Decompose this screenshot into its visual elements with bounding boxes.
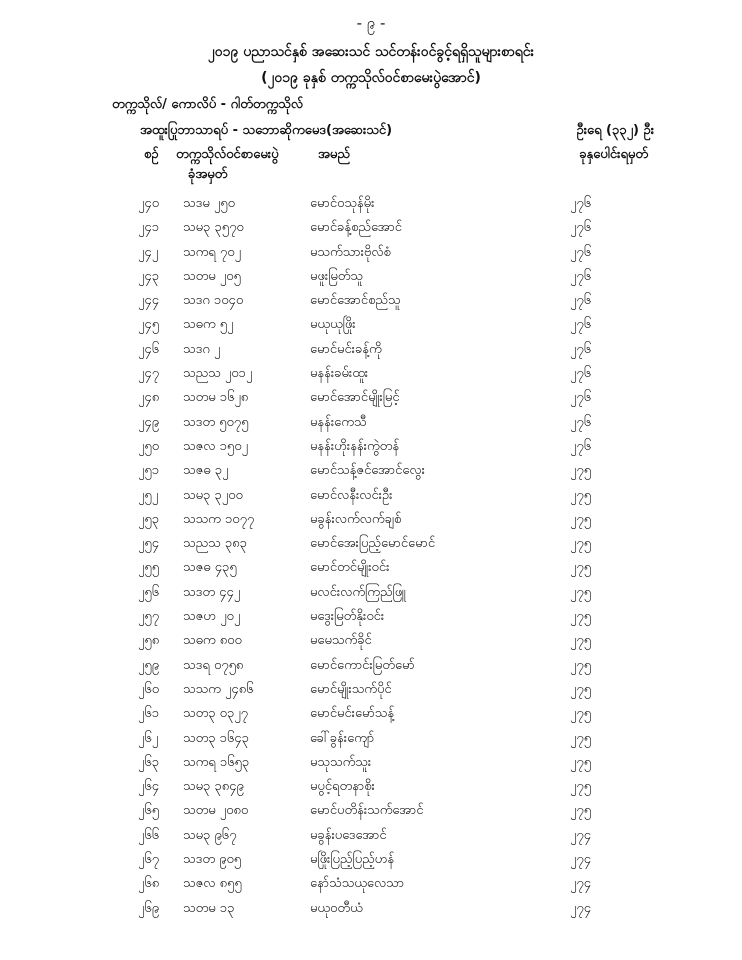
total-count-header: ဦးရေ (၃၃၂) ဦး — [576, 123, 654, 138]
row-number: ၂၅၆ — [138, 584, 160, 600]
row-number: ၂၅၄ — [138, 536, 160, 552]
total-score: ၂၇၅ — [570, 706, 592, 722]
total-score: ၂၇၅ — [570, 609, 592, 625]
table-row — [0, 703, 742, 727]
roll-number: သညသ ၃၈၃ — [183, 536, 247, 552]
student-name: မဒွေးမြတ်နိုးဝင်း — [310, 609, 385, 625]
table-row — [0, 825, 742, 849]
row-number: ၂၅၃ — [138, 511, 160, 527]
total-score: ၂၇၅ — [570, 657, 592, 673]
table-row — [0, 460, 742, 484]
total-score: ၂၇၆ — [570, 244, 592, 260]
roll-number: သဇဟ ၂၀၂ — [183, 609, 241, 625]
document-title: ၂၀၁၉ ပညာသင်နှစ် အဆေးသင် သင်တန်းဝင်ခွင့်ရရှိသူများစာရင်း — [207, 44, 535, 60]
table-row — [0, 557, 742, 581]
row-number: ၂၄၅ — [138, 317, 160, 333]
total-score: ၂၇၆ — [570, 438, 592, 454]
roll-number: သဒတ ၅၀၇၅ — [183, 414, 249, 430]
roll-number: သတမ ၂၀၈၀ — [183, 803, 249, 819]
roll-number: သမ၃ ၉၆၇ — [183, 827, 237, 843]
roll-number: သတမ ၁၃ — [183, 900, 235, 916]
row-number: ၂၆၃ — [138, 754, 160, 770]
table-row — [0, 193, 742, 217]
total-score: ၂၇၆ — [570, 366, 592, 382]
table-row — [0, 485, 742, 509]
roll-number: သဓက ၈၀၀ — [183, 633, 242, 649]
student-name: မောင်သန့်ဇင်အောင်လွေး — [310, 463, 425, 479]
total-score: ၂၇၆ — [570, 341, 592, 357]
row-number: ၂၄၉ — [138, 414, 160, 430]
total-score: ၂၇၄ — [570, 900, 592, 916]
row-number: ၂၄၁ — [138, 220, 160, 236]
roll-number: သမ၃ ၃၅၇၀ — [183, 220, 244, 236]
total-score: ၂၇၆ — [570, 196, 592, 211]
row-number: ၂၆၄ — [138, 779, 160, 795]
roll-column-header: တက္ကသိုလ်ဝင်စာမေးပွဲ — [176, 147, 279, 162]
student-name: မနန်းဟိုးနန်းကွဲတန် — [310, 438, 400, 454]
student-name: မသက်သားဗိုလ်စံ — [310, 244, 391, 260]
student-name: မောင်ပတိန်းသက်အောင် — [310, 803, 424, 819]
row-number: ၂၆၀ — [138, 681, 160, 697]
student-name: မောင်အေးပြည့်မောင်မောင် — [310, 536, 436, 552]
row-number: ၂၅၁ — [138, 463, 160, 479]
total-score: ၂၇၅ — [570, 463, 592, 479]
roll-number: သမ၃ ၃၈၄၉ — [183, 779, 244, 795]
roll-number: သမ၃ ၃၂၀၀ — [183, 487, 243, 503]
student-name: မခွန်းပဒေအောင် — [310, 827, 387, 843]
total-score: ၂၇၅ — [570, 730, 592, 746]
specialization-line: အထူးပြုဘာသာရပ် - သဘောဆိုကမေဒ(အဆေးသင်) — [140, 123, 393, 138]
table-row — [0, 898, 742, 922]
roll-number: သဒမ ၂၅၀ — [183, 196, 235, 211]
roll-column-header-line2: ခုံအမှတ် — [188, 167, 228, 182]
roll-number: သကရ ၇၀၂ — [183, 244, 241, 260]
roll-number: သတမ ၂၀၅ — [183, 268, 241, 284]
row-number: ၂၅၇ — [138, 609, 160, 625]
document-subtitle: (၂၀၁၉ ခုနှစ် တက္ကသိုလ်ဝင်စာမေးပွဲအောင်) — [261, 70, 481, 86]
name-column-header: အမည် — [318, 147, 350, 162]
student-name: မပွင့်ရတနာစိုး — [310, 779, 375, 795]
total-score: ၂၇၅ — [570, 681, 592, 697]
roll-number: သဇလ ၈၅၅ — [183, 876, 242, 892]
roll-number: သဒရ ၀၇၅၈ — [183, 657, 244, 673]
table-row — [0, 217, 742, 241]
roll-number: သကရ ၁၆၅၃ — [183, 754, 250, 770]
table-row — [0, 266, 742, 290]
student-name: မယုဝတီယံ — [310, 900, 363, 916]
student-name: မောင်ဝသုန်မိုး — [310, 196, 375, 211]
table-row — [0, 679, 742, 703]
total-score: ၂၇၅ — [570, 536, 592, 552]
table-row — [0, 776, 742, 800]
row-number: ၂၅၉ — [138, 657, 160, 673]
table-row — [0, 849, 742, 873]
student-name: မောင်ကောင်းမြတ်မော် — [310, 657, 415, 673]
roll-number: သသက ၁၀၇၇ — [183, 511, 255, 527]
row-number: ၂၅၅ — [138, 560, 160, 576]
table-row — [0, 412, 742, 436]
student-name: ခေါ်ခွန်းကျော် — [310, 730, 375, 746]
total-score: ၂၇၅ — [570, 779, 592, 795]
total-score: ၂၇၅ — [570, 754, 592, 770]
total-score: ၂၇၄ — [570, 827, 592, 843]
student-name: မောင်ခန့်စည်အောင် — [310, 220, 403, 236]
table-row — [0, 242, 742, 266]
row-number: ၂၄၇ — [138, 366, 160, 382]
roll-number: သဒဂ ၂ — [183, 341, 221, 357]
student-name: မဖူးမြတ်သူ — [310, 268, 363, 284]
row-number: ၂၄၃ — [138, 268, 160, 284]
row-number: ၂၅၀ — [138, 438, 160, 454]
table-row — [0, 509, 742, 533]
student-name: မောင်အောင်မျိုးမြင့် — [310, 390, 400, 406]
table-row — [0, 290, 742, 314]
no-column-header: စဉ် — [144, 147, 159, 162]
row-number: ၂၆၇ — [138, 852, 160, 868]
row-number: ၂၄၈ — [138, 390, 160, 406]
roll-number: သဒတ ၉၀၅ — [183, 852, 242, 868]
table-row — [0, 752, 742, 776]
table-row — [0, 387, 742, 411]
table-row — [0, 339, 742, 363]
table-row — [0, 630, 742, 654]
student-name: မလင်းလက်ကြည်ဖြူ — [310, 584, 406, 600]
page-number: - ၉ - — [356, 14, 386, 32]
score-column-header: ခုနှပေါင်းရမှတ် — [579, 147, 648, 162]
total-score: ၂၇၄ — [570, 876, 592, 892]
total-score: ၂၇၅ — [570, 803, 592, 819]
total-score: ၂၇၅ — [570, 487, 592, 503]
row-number: ၂၆၁ — [138, 706, 160, 722]
total-score: ၂၇၆ — [570, 317, 592, 333]
student-name: မခွန်းလက်လက်ချစ် — [310, 511, 402, 527]
university-line: တက္ကသိုလ်/ ကောလိပ် - ဂါတ်တက္ကသိုလ် — [112, 97, 304, 112]
row-number: ၂၅၂ — [138, 487, 159, 503]
table-row — [0, 363, 742, 387]
total-score: ၂၇၆ — [570, 268, 592, 284]
row-number: ၂၆၆ — [138, 827, 160, 843]
roll-number: သဇဓ ၃၂ — [183, 463, 229, 479]
table-row — [0, 728, 742, 752]
roll-number: သတ၃ ၁၆၄၃ — [183, 730, 249, 746]
table-row — [0, 655, 742, 679]
student-name: မသုသက်သူး — [310, 754, 372, 770]
student-list — [0, 193, 742, 922]
row-number: ၂၅၈ — [138, 633, 160, 649]
student-name: မနန်းကေသီ — [310, 414, 367, 430]
table-row — [0, 873, 742, 897]
student-name: မောင်လနီးလင်းဦး — [310, 487, 393, 503]
total-score: ၂၇၄ — [570, 852, 592, 868]
table-row — [0, 436, 742, 460]
row-number: ၂၄၄ — [138, 293, 160, 309]
roll-number: သဒဂ ၁၀၄၀ — [183, 293, 244, 309]
student-name: မောင်အောင်စည်သူ — [310, 293, 401, 309]
row-number: ၂၆၉ — [138, 900, 160, 916]
table-row — [0, 606, 742, 630]
roll-number: သဒတ ၄၄၂ — [183, 584, 241, 600]
roll-number: သတ၃ ၀၃၂၇ — [183, 706, 248, 722]
total-score: ၂၇၆ — [570, 414, 592, 430]
roll-number: သဇလ ၁၅၀၂ — [183, 438, 248, 454]
total-score: ၂၇၅ — [570, 560, 592, 576]
roll-number: သဇဓ ၄၃၅ — [183, 560, 237, 576]
table-row — [0, 533, 742, 557]
row-number: ၂၆၅ — [138, 803, 160, 819]
row-number: ၂၄၀ — [138, 196, 160, 211]
student-name: မောင်မျိုးသက်ပိုင် — [310, 681, 392, 697]
roll-number: သသက ၂၄၈၆ — [183, 681, 254, 697]
roll-number: သတမ ၁၆၂၈ — [183, 390, 249, 406]
roll-number: သဓက ၅၂ — [183, 317, 234, 333]
student-name: မဖြိုးပြည့်ပြည့်ဟန် — [310, 852, 395, 868]
row-number: ၂၄၆ — [138, 341, 160, 357]
student-name: မောင်မင်းခန့်ကို — [310, 341, 382, 357]
row-number: ၂၄၂ — [138, 244, 159, 260]
student-name: နော်သံသယုလေသာ — [310, 876, 405, 892]
student-name: မယုယုဖြိုး — [310, 317, 356, 333]
table-row — [0, 800, 742, 824]
student-name: မမေသက်ခိုင် — [310, 633, 372, 649]
total-score: ၂၇၅ — [570, 584, 592, 600]
roll-number: သညသ ၂၀၁၂ — [183, 366, 253, 382]
total-score: ၂၇၆ — [570, 220, 592, 236]
student-name: မောင်မင်းမော်သန့် — [310, 706, 395, 722]
total-score: ၂၇၅ — [570, 511, 592, 527]
student-name: မောင်တင်မျိုးဝင်း — [310, 560, 390, 576]
total-score: ၂၇၅ — [570, 633, 592, 649]
table-row — [0, 582, 742, 606]
student-name: မနန်းခမ်းထူး — [310, 366, 369, 382]
row-number: ၂၆၈ — [138, 876, 160, 892]
total-score: ၂၇၆ — [570, 293, 592, 309]
row-number: ၂၆၂ — [138, 730, 159, 746]
total-score: ၂၇၆ — [570, 390, 592, 406]
table-row — [0, 314, 742, 338]
